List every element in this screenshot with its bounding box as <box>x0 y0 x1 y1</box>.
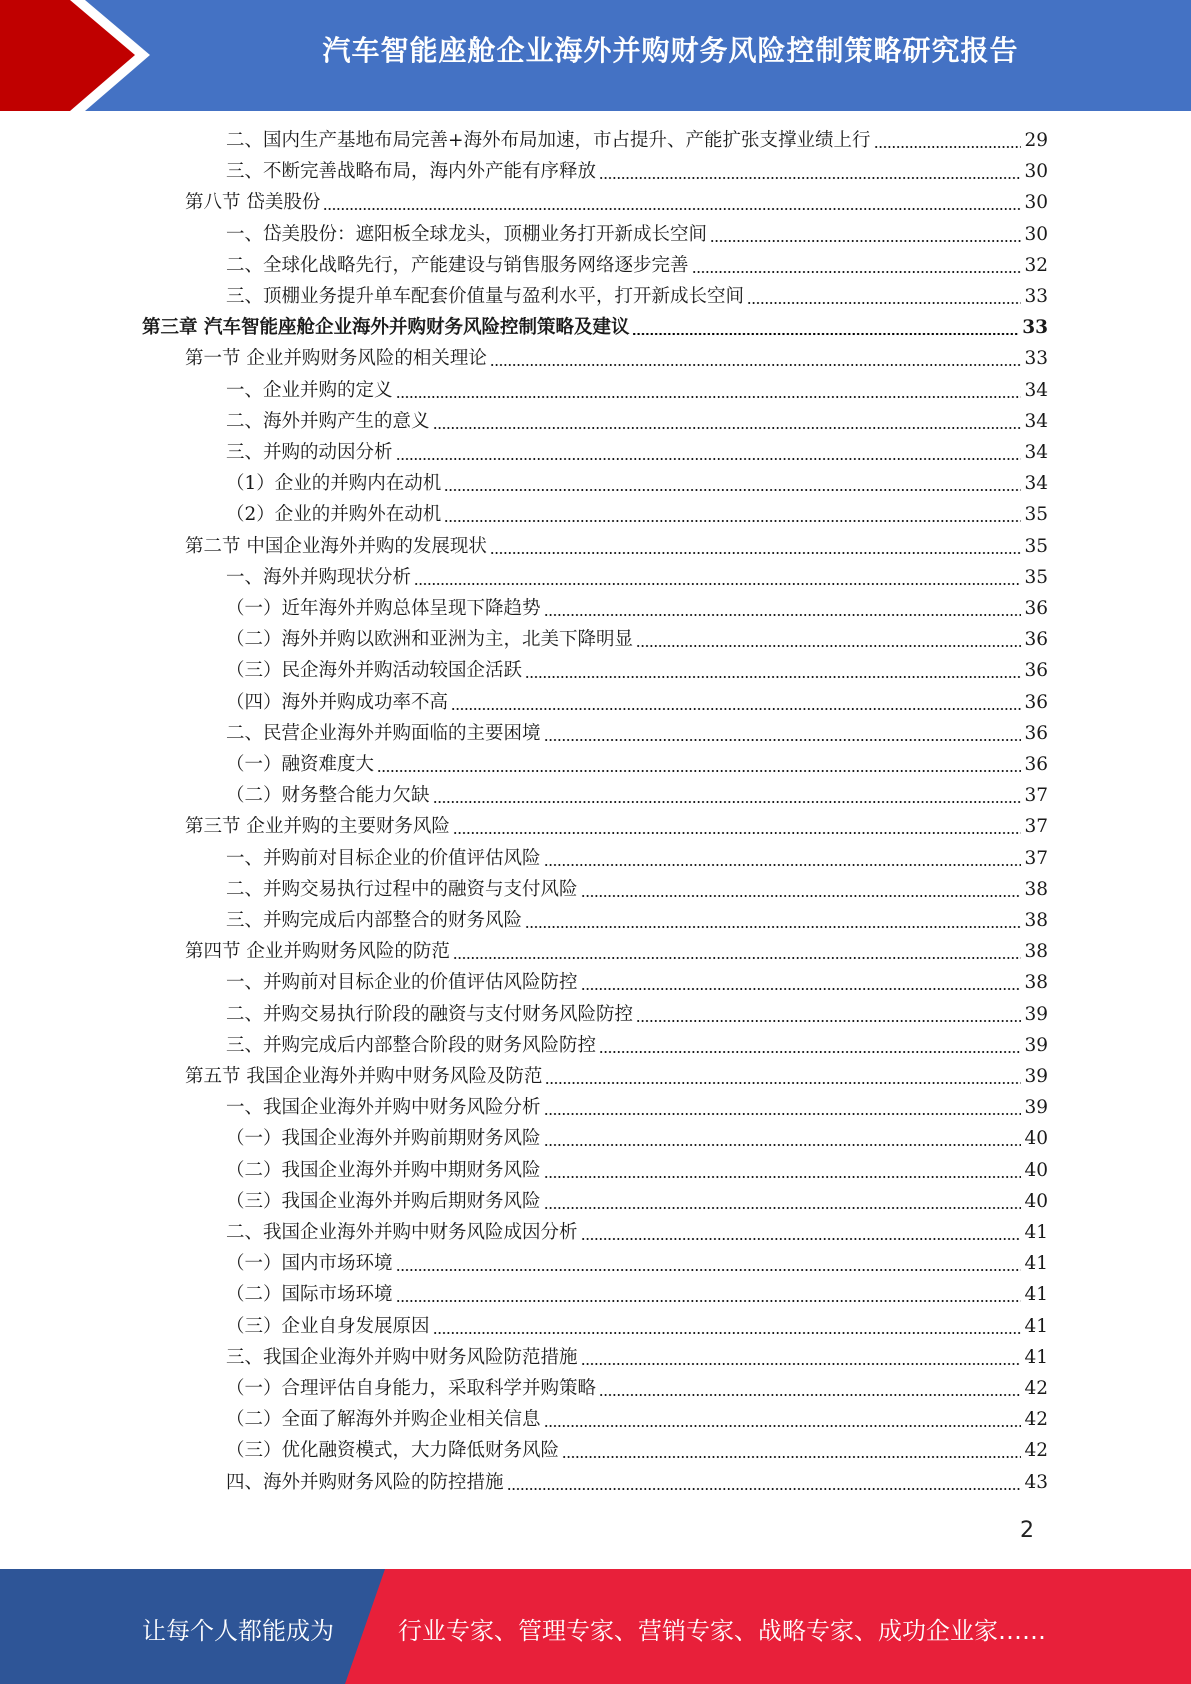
toc-dot-leader <box>545 1082 1021 1084</box>
toc-entry-title: 三、不断完善战略布局，海内外产能有序释放 <box>226 161 597 183</box>
toc-entry[interactable] <box>226 843 1048 874</box>
toc-entry-page: 32 <box>1024 254 1048 276</box>
toc-entry[interactable] <box>226 250 1048 281</box>
toc-dot-leader <box>544 1144 1022 1146</box>
toc-entry-title: （三）我国企业海外并购后期财务风险 <box>226 1190 541 1212</box>
toc-entry-title: 一、海外并购现状分析 <box>226 566 412 588</box>
toc-dot-leader <box>444 489 1021 491</box>
toc-entry[interactable] <box>226 156 1048 187</box>
toc-dot-leader <box>433 1332 1022 1334</box>
toc-entry[interactable] <box>185 811 1048 842</box>
toc-entry-title: 第二节 中国企业海外并购的发展现状 <box>185 535 487 557</box>
toc-entry[interactable] <box>226 749 1048 780</box>
toc-entry-page: 29 <box>1024 130 1048 151</box>
toc-entry-page: 36 <box>1024 722 1048 744</box>
toc-dot-leader <box>599 1051 1021 1053</box>
toc-entry-page: 38 <box>1024 910 1048 931</box>
toc-dot-leader <box>636 645 1021 647</box>
toc-entry[interactable] <box>185 1061 1048 1092</box>
toc-dot-leader <box>396 396 1022 398</box>
toc-entry-title: 二、国内生产基地布局完善+海外布局加速，市占提升、产能扩张支撑业绩上行 <box>226 130 871 151</box>
toc-entry-page: 34 <box>1024 410 1048 432</box>
toc-entry-title: 二、并购交易执行阶段的融资与支付财务风险防控 <box>226 1003 634 1025</box>
toc-dot-leader <box>323 208 1021 210</box>
toc-dot-leader <box>544 864 1022 866</box>
toc-entry-page: 41 <box>1024 1346 1048 1368</box>
toc-dot-leader <box>414 583 1021 585</box>
toc-entry[interactable] <box>226 437 1048 468</box>
toc-entry-page: 42 <box>1024 1440 1048 1462</box>
toc-dot-leader <box>525 926 1021 928</box>
toc-entry-title: （一）我国企业海外并购前期财务风险 <box>226 1128 541 1150</box>
toc-entry-page: 35 <box>1024 566 1048 588</box>
toc-entry-page: 36 <box>1024 629 1048 651</box>
toc-entry-page: 43 <box>1024 1471 1048 1493</box>
toc-entry-page: 34 <box>1024 473 1048 495</box>
toc-entry-title: （一）合理评估自身能力，采取科学并购策略 <box>226 1378 597 1399</box>
toc-entry-title: 第四节 企业并购财务风险的防范 <box>185 941 450 963</box>
toc-entry-page: 41 <box>1024 1253 1048 1275</box>
toc-dot-leader <box>581 1238 1022 1240</box>
toc-entry-page: 39 <box>1024 1034 1048 1056</box>
toc-entry[interactable] <box>226 1373 1048 1404</box>
toc-dot-leader <box>377 770 1021 772</box>
toc-dot-leader <box>562 1456 1021 1458</box>
toc-entry[interactable] <box>226 967 1048 998</box>
toc-entry-page: 35 <box>1024 504 1048 526</box>
toc-entry[interactable] <box>226 1092 1048 1123</box>
toc-entry[interactable] <box>185 343 1048 374</box>
toc-entry[interactable] <box>226 219 1048 250</box>
toc-dot-leader <box>507 1488 1022 1490</box>
toc-entry-page: 33 <box>1024 286 1048 307</box>
toc-entry-page: 36 <box>1024 598 1048 619</box>
toc-entry-page: 41 <box>1024 1315 1048 1337</box>
toc-entry[interactable] <box>226 1342 1048 1373</box>
toc-dot-leader <box>544 1207 1022 1209</box>
toc-entry-title: （二）财务整合能力欠缺 <box>226 785 430 807</box>
toc-entry-title: 三、并购的动因分析 <box>226 442 393 463</box>
toc-entry-title: 二、我国企业海外并购中财务风险成因分析 <box>226 1222 578 1243</box>
toc-entry[interactable] <box>226 375 1048 406</box>
toc-entry-page: 40 <box>1024 1128 1048 1150</box>
toc-entry-page: 33 <box>1024 348 1048 370</box>
toc-entry[interactable] <box>226 468 1048 499</box>
toc-entry-page: 37 <box>1024 816 1048 838</box>
toc-entry[interactable] <box>226 1030 1048 1061</box>
toc-entry-page: 42 <box>1024 1378 1048 1399</box>
toc-entry-title: （四）海外并购成功率不高 <box>226 691 449 713</box>
toc-dot-leader <box>599 177 1021 179</box>
toc-entry[interactable] <box>226 1123 1048 1154</box>
page-number: 2 <box>1020 1518 1034 1543</box>
toc-entry[interactable] <box>226 499 1048 530</box>
toc-entry-title: 三、并购完成后内部整合阶段的财务风险防控 <box>226 1034 597 1056</box>
toc-dot-leader <box>632 333 1019 335</box>
toc-entry-title: （二）全面了解海外并购企业相关信息 <box>226 1409 541 1431</box>
toc-entry-title: 二、海外并购产生的意义 <box>226 410 430 432</box>
toc-entry[interactable] <box>226 1467 1048 1498</box>
toc-dot-leader <box>874 146 1022 148</box>
toc-entry-title: 一、并购前对目标企业的价值评估风险防控 <box>226 972 578 994</box>
toc-entry-title: （三）企业自身发展原因 <box>226 1315 430 1337</box>
toc-entry[interactable] <box>226 655 1048 686</box>
toc-dot-leader <box>581 988 1022 990</box>
toc-entry[interactable] <box>226 281 1048 312</box>
toc-entry-title: 三、并购完成后内部整合的财务风险 <box>226 910 523 931</box>
toc-entry-title: 三、我国企业海外并购中财务风险防范措施 <box>226 1346 578 1368</box>
toc-entry-page: 39 <box>1024 1066 1048 1087</box>
toc-entry-page: 37 <box>1024 785 1048 807</box>
toc-entry-page: 36 <box>1024 754 1048 775</box>
toc-dot-leader <box>396 458 1022 460</box>
toc-entry-page: 36 <box>1024 660 1048 682</box>
toc-entry-page: 38 <box>1024 972 1048 994</box>
toc-entry-title: （1）企业的并购内在动机 <box>226 473 442 495</box>
toc-entry[interactable] <box>226 562 1048 593</box>
toc-entry[interactable] <box>226 624 1048 655</box>
toc-dot-leader <box>747 302 1021 304</box>
toc-entry-page: 38 <box>1024 878 1048 900</box>
footer-slogan-left: 让每个人都能成为 <box>142 1617 334 1645</box>
toc-entry-page: 41 <box>1024 1284 1048 1306</box>
toc-entry-title: 第一节 企业并购财务风险的相关理论 <box>185 348 487 370</box>
toc-entry[interactable] <box>226 718 1048 749</box>
toc-entry-page: 30 <box>1024 161 1048 183</box>
toc-entry-title: 一、企业并购的定义 <box>226 379 393 401</box>
toc-entry[interactable] <box>185 936 1048 967</box>
toc-entry-title: （二）海外并购以欧洲和亚洲为主，北美下降明显 <box>226 629 634 651</box>
toc-entry-page: 34 <box>1024 379 1048 401</box>
toc-entry-title: 一、岱美股份：遮阳板全球龙头，顶棚业务打开新成长空间 <box>226 223 708 245</box>
page-footer <box>0 1569 1191 1684</box>
toc-entry-page: 42 <box>1024 1409 1048 1431</box>
toc-dot-leader <box>451 708 1021 710</box>
toc-dot-leader <box>544 1176 1022 1178</box>
toc-dot-leader <box>433 427 1022 429</box>
toc-dot-leader <box>396 1300 1022 1302</box>
toc-entry-page: 41 <box>1024 1222 1048 1243</box>
toc-entry-page: 39 <box>1024 1097 1048 1119</box>
toc-entry-page: 40 <box>1024 1159 1048 1181</box>
toc-entry[interactable] <box>226 1248 1048 1279</box>
toc-entry[interactable] <box>226 406 1048 437</box>
toc-dot-leader <box>525 676 1021 678</box>
toc-entry[interactable] <box>226 125 1048 156</box>
toc-dot-leader <box>544 739 1022 741</box>
toc-dot-leader <box>433 801 1022 803</box>
toc-entry-page: 36 <box>1024 691 1048 713</box>
toc-entry-title: （一）融资难度大 <box>226 754 375 775</box>
toc-entry-page: 35 <box>1024 535 1048 557</box>
toc-entry[interactable] <box>185 531 1048 562</box>
toc-entry-title: 三、顶棚业务提升单车配套价值量与盈利水平，打开新成长空间 <box>226 286 745 307</box>
toc-entry-page: 30 <box>1024 192 1048 214</box>
toc-entry-title: （二）我国企业海外并购中期财务风险 <box>226 1159 541 1181</box>
toc-dot-leader <box>490 552 1022 554</box>
toc-entry-title: （二）国际市场环境 <box>226 1284 393 1306</box>
toc-entry-title: （一）近年海外并购总体呈现下降趋势 <box>226 598 541 619</box>
toc-entry[interactable] <box>226 999 1048 1030</box>
toc-entry-title: （一）国内市场环境 <box>226 1253 393 1275</box>
toc-entry-title: （三）优化融资模式，大力降低财务风险 <box>226 1440 560 1462</box>
toc-entry-title: 二、并购交易执行过程中的融资与支付风险 <box>226 878 578 900</box>
toc-dot-leader <box>444 520 1021 522</box>
toc-entry-title: 第三节 企业并购的主要财务风险 <box>185 816 450 838</box>
toc-dot-leader <box>490 364 1022 366</box>
toc-entry-title: 第五节 我国企业海外并购中财务风险及防范 <box>185 1066 543 1087</box>
toc-dot-leader <box>544 1113 1022 1115</box>
document-title: 汽车智能座舱企业海外并购财务风险控制策略研究报告 <box>322 34 1019 67</box>
toc-entry[interactable] <box>226 593 1048 624</box>
toc-dot-leader <box>453 832 1022 834</box>
toc-entry-page: 34 <box>1024 442 1048 463</box>
toc-entry-page: 39 <box>1024 1003 1048 1025</box>
toc-entry-page: 40 <box>1024 1190 1048 1212</box>
toc-dot-leader <box>599 1394 1021 1396</box>
toc-entry-title: （三）民企海外并购活动较国企活跃 <box>226 660 523 682</box>
toc-dot-leader <box>636 1020 1021 1022</box>
toc-entry[interactable] <box>226 1279 1048 1310</box>
toc-entry[interactable] <box>226 905 1048 936</box>
toc-entry[interactable] <box>226 687 1048 718</box>
toc-entry-title: 二、全球化战略先行，产能建设与销售服务网络逐步完善 <box>226 254 689 276</box>
toc-entry-title: 一、并购前对目标企业的价值评估风险 <box>226 847 541 869</box>
toc-entry[interactable] <box>226 1404 1048 1435</box>
toc-entry[interactable] <box>226 874 1048 905</box>
page-header <box>0 0 1191 111</box>
toc-entry[interactable] <box>185 187 1048 218</box>
toc-entry-title: 二、民营企业海外并购面临的主要困境 <box>226 722 541 744</box>
toc-entry-page: 37 <box>1024 847 1048 869</box>
toc-entry[interactable] <box>226 1311 1048 1342</box>
toc-dot-leader <box>581 1363 1022 1365</box>
footer-slogan-right: 行业专家、管理专家、营销专家、战略专家、成功企业家…… <box>398 1617 1046 1645</box>
toc-entry-page: 33 <box>1022 317 1048 339</box>
toc-entry-title: 一、我国企业海外并购中财务风险分析 <box>226 1097 541 1119</box>
toc-dot-leader <box>544 614 1022 616</box>
toc-dot-leader <box>710 240 1021 242</box>
toc-dot-leader <box>396 1269 1022 1271</box>
toc-dot-leader <box>692 271 1022 273</box>
toc-entry-page: 38 <box>1024 941 1048 963</box>
toc-entry-title: 第三章 汽车智能座舱企业海外并购财务风险控制策略及建议 <box>142 317 630 339</box>
toc-entry[interactable] <box>142 312 1048 343</box>
toc-entry[interactable] <box>226 780 1048 811</box>
toc-dot-leader <box>544 1425 1022 1427</box>
toc-entry[interactable] <box>226 1217 1048 1248</box>
toc-entry[interactable] <box>226 1435 1048 1466</box>
toc-entry-title: 第八节 岱美股份 <box>185 192 321 214</box>
toc-entry[interactable] <box>226 1186 1048 1217</box>
toc-entry-page: 30 <box>1024 223 1048 245</box>
toc-dot-leader <box>581 895 1022 897</box>
toc-entry-title: 四、海外并购财务风险的防控措施 <box>226 1471 504 1493</box>
toc-entry-title: （2）企业的并购外在动机 <box>226 504 442 526</box>
toc-entry[interactable] <box>226 1155 1048 1186</box>
toc-dot-leader <box>453 957 1022 959</box>
